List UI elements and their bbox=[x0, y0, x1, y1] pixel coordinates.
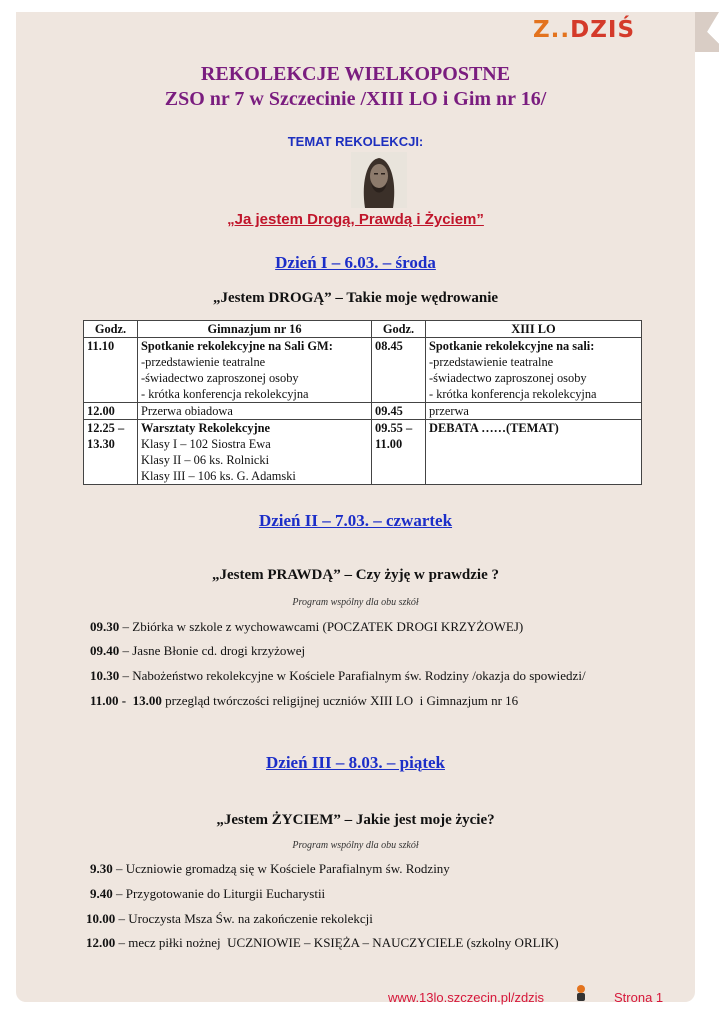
list-item bbox=[90, 668, 586, 684]
day1-heading: Dzień I – 6.03. – środa bbox=[275, 253, 436, 272]
gim-cell bbox=[138, 338, 372, 403]
item-time: 10.30 bbox=[90, 668, 120, 683]
lo-line: -przedstawienie teatralne bbox=[429, 355, 554, 369]
lo-line: -świadectwo zaproszonej osoby bbox=[429, 371, 587, 385]
item-time: 9.30 bbox=[90, 861, 113, 876]
list-item bbox=[90, 693, 518, 709]
item-text: – Uczniowie gromadzą się w Kościele Parafialnym św. Rodziny bbox=[112, 861, 450, 876]
item-time: 12.00 bbox=[86, 935, 116, 950]
gim-line: - krótka konferencja rekolekcyjna bbox=[141, 387, 309, 401]
gim-line: Klasy II – 06 ks. Rolnicki bbox=[141, 453, 270, 467]
gim-line: Klasy III – 106 ks. G. Adamski bbox=[141, 469, 296, 483]
item-text: – Nabożeństwo rekolekcyjne w Kościele Parafialnym św. Rodziny /okazja do spowiedzi/ bbox=[119, 668, 586, 683]
gim-line: -świadectwo zaproszonej osoby bbox=[141, 371, 299, 385]
time-cell: 08.45 bbox=[372, 338, 426, 403]
header-gimnazjum: Gimnazjum nr 16 bbox=[138, 321, 372, 338]
time-cell: 12.00 bbox=[84, 403, 138, 420]
time-start: 09.55 – bbox=[375, 421, 413, 435]
day1-subtitle: „Jestem DROGĄ” – Takie moje wędrowanie bbox=[212, 290, 499, 306]
list-item bbox=[90, 643, 305, 659]
item-text: – Uroczysta Msza Św. na zakończenie rekolekcji bbox=[115, 911, 373, 926]
item-time: 9.40 bbox=[90, 886, 113, 901]
header-lo: XIII LO bbox=[426, 321, 642, 338]
day2-heading: Dzień II – 7.03. – czwartek bbox=[258, 511, 453, 530]
table-row bbox=[84, 403, 642, 420]
list-item bbox=[90, 861, 450, 877]
table-header-row bbox=[84, 321, 642, 338]
mascot-icon bbox=[574, 984, 588, 1002]
page-fold bbox=[695, 12, 719, 52]
time-cell: 11.10 bbox=[84, 338, 138, 403]
gim-line: -przedstawienie teatralne bbox=[141, 355, 266, 369]
lo-cell bbox=[426, 338, 642, 403]
day3-note: Program wspólny dla obu szkół bbox=[292, 840, 419, 851]
day1-schedule-table bbox=[83, 320, 642, 485]
time-end: 11.00 bbox=[375, 437, 403, 451]
title-line2: ZSO nr 7 w Szczecinie /XIII LO i Gim nr 16/ bbox=[164, 88, 547, 110]
logo-part2: DZIŚ bbox=[570, 17, 636, 43]
gim-cell bbox=[138, 420, 372, 485]
time-end: 13.30 bbox=[87, 437, 115, 451]
logo-part1: Z.. bbox=[533, 17, 571, 43]
lo-line: - krótka konferencja rekolekcyjna bbox=[429, 387, 597, 401]
item-text: – Jasne Błonie cd. drogi krzyżowej bbox=[119, 643, 306, 658]
theme-quote: „Ja jestem Drogą, Prawdą i Życiem” bbox=[227, 211, 484, 228]
zdzis-logo bbox=[533, 17, 635, 43]
footer-url-link[interactable]: www.13lo.szczecin.pl/zdzis bbox=[388, 990, 545, 1005]
header-time-lo: Godz. bbox=[372, 321, 426, 338]
list-item bbox=[90, 886, 325, 902]
gim-cell: Przerwa obiadowa bbox=[138, 403, 372, 420]
item-text: – Przygotowanie do Liturgii Eucharystii bbox=[112, 886, 326, 901]
list-item bbox=[86, 911, 373, 927]
gim-line: Warsztaty Rekolekcyjne bbox=[141, 421, 271, 435]
table-row bbox=[84, 420, 642, 485]
jesus-portrait-image bbox=[351, 152, 407, 208]
list-item bbox=[86, 935, 559, 951]
header-time-gim: Godz. bbox=[84, 321, 138, 338]
page-number: Strona 1 bbox=[614, 990, 664, 1005]
title-line1: REKOLEKCJE WIELKOPOSTNE bbox=[200, 63, 511, 85]
item-text: przegląd twórczości religijnej uczniów XIII LO i Gimnazjum nr 16 bbox=[161, 693, 519, 708]
time-cell bbox=[84, 420, 138, 485]
day2-subtitle: „Jestem PRAWDĄ” – Czy żyję w prawdzie ? bbox=[211, 567, 499, 583]
theme-label: TEMAT REKOLEKCJI: bbox=[287, 134, 424, 149]
day3-subtitle: „Jestem ŻYCIEM” – Jakie jest moje życie? bbox=[216, 812, 495, 828]
list-item bbox=[90, 619, 523, 635]
time-start: 12.25 – bbox=[87, 421, 125, 435]
item-time: 09.30 bbox=[90, 619, 120, 634]
time-cell bbox=[372, 420, 426, 485]
gim-line: Klasy I – 102 Siostra Ewa bbox=[141, 437, 271, 451]
lo-line: Spotkanie rekolekcyjne na sali: bbox=[429, 339, 595, 353]
lo-cell: przerwa bbox=[426, 403, 642, 420]
item-time: 11.00 - 13.00 bbox=[90, 693, 162, 708]
gim-line: Spotkanie rekolekcyjne na Sali GM: bbox=[141, 339, 333, 353]
item-time: 10.00 bbox=[86, 911, 116, 926]
item-time: 09.40 bbox=[90, 643, 120, 658]
lo-cell: DEBATA ……(TEMAT) bbox=[426, 420, 642, 485]
item-text: – mecz piłki nożnej UCZNIOWIE – KSIĘŻA – NAUCZYCIELE (szkolny ORLIK) bbox=[115, 935, 559, 950]
table-row bbox=[84, 338, 642, 403]
day2-note: Program wspólny dla obu szkół bbox=[292, 597, 419, 608]
time-cell: 09.45 bbox=[372, 403, 426, 420]
item-text: – Zbiórka w szkole z wychowawcami (POCZATEK DROGI KRZYŻOWEJ) bbox=[119, 619, 524, 634]
day3-heading: Dzień III – 8.03. – piątek bbox=[266, 753, 445, 772]
